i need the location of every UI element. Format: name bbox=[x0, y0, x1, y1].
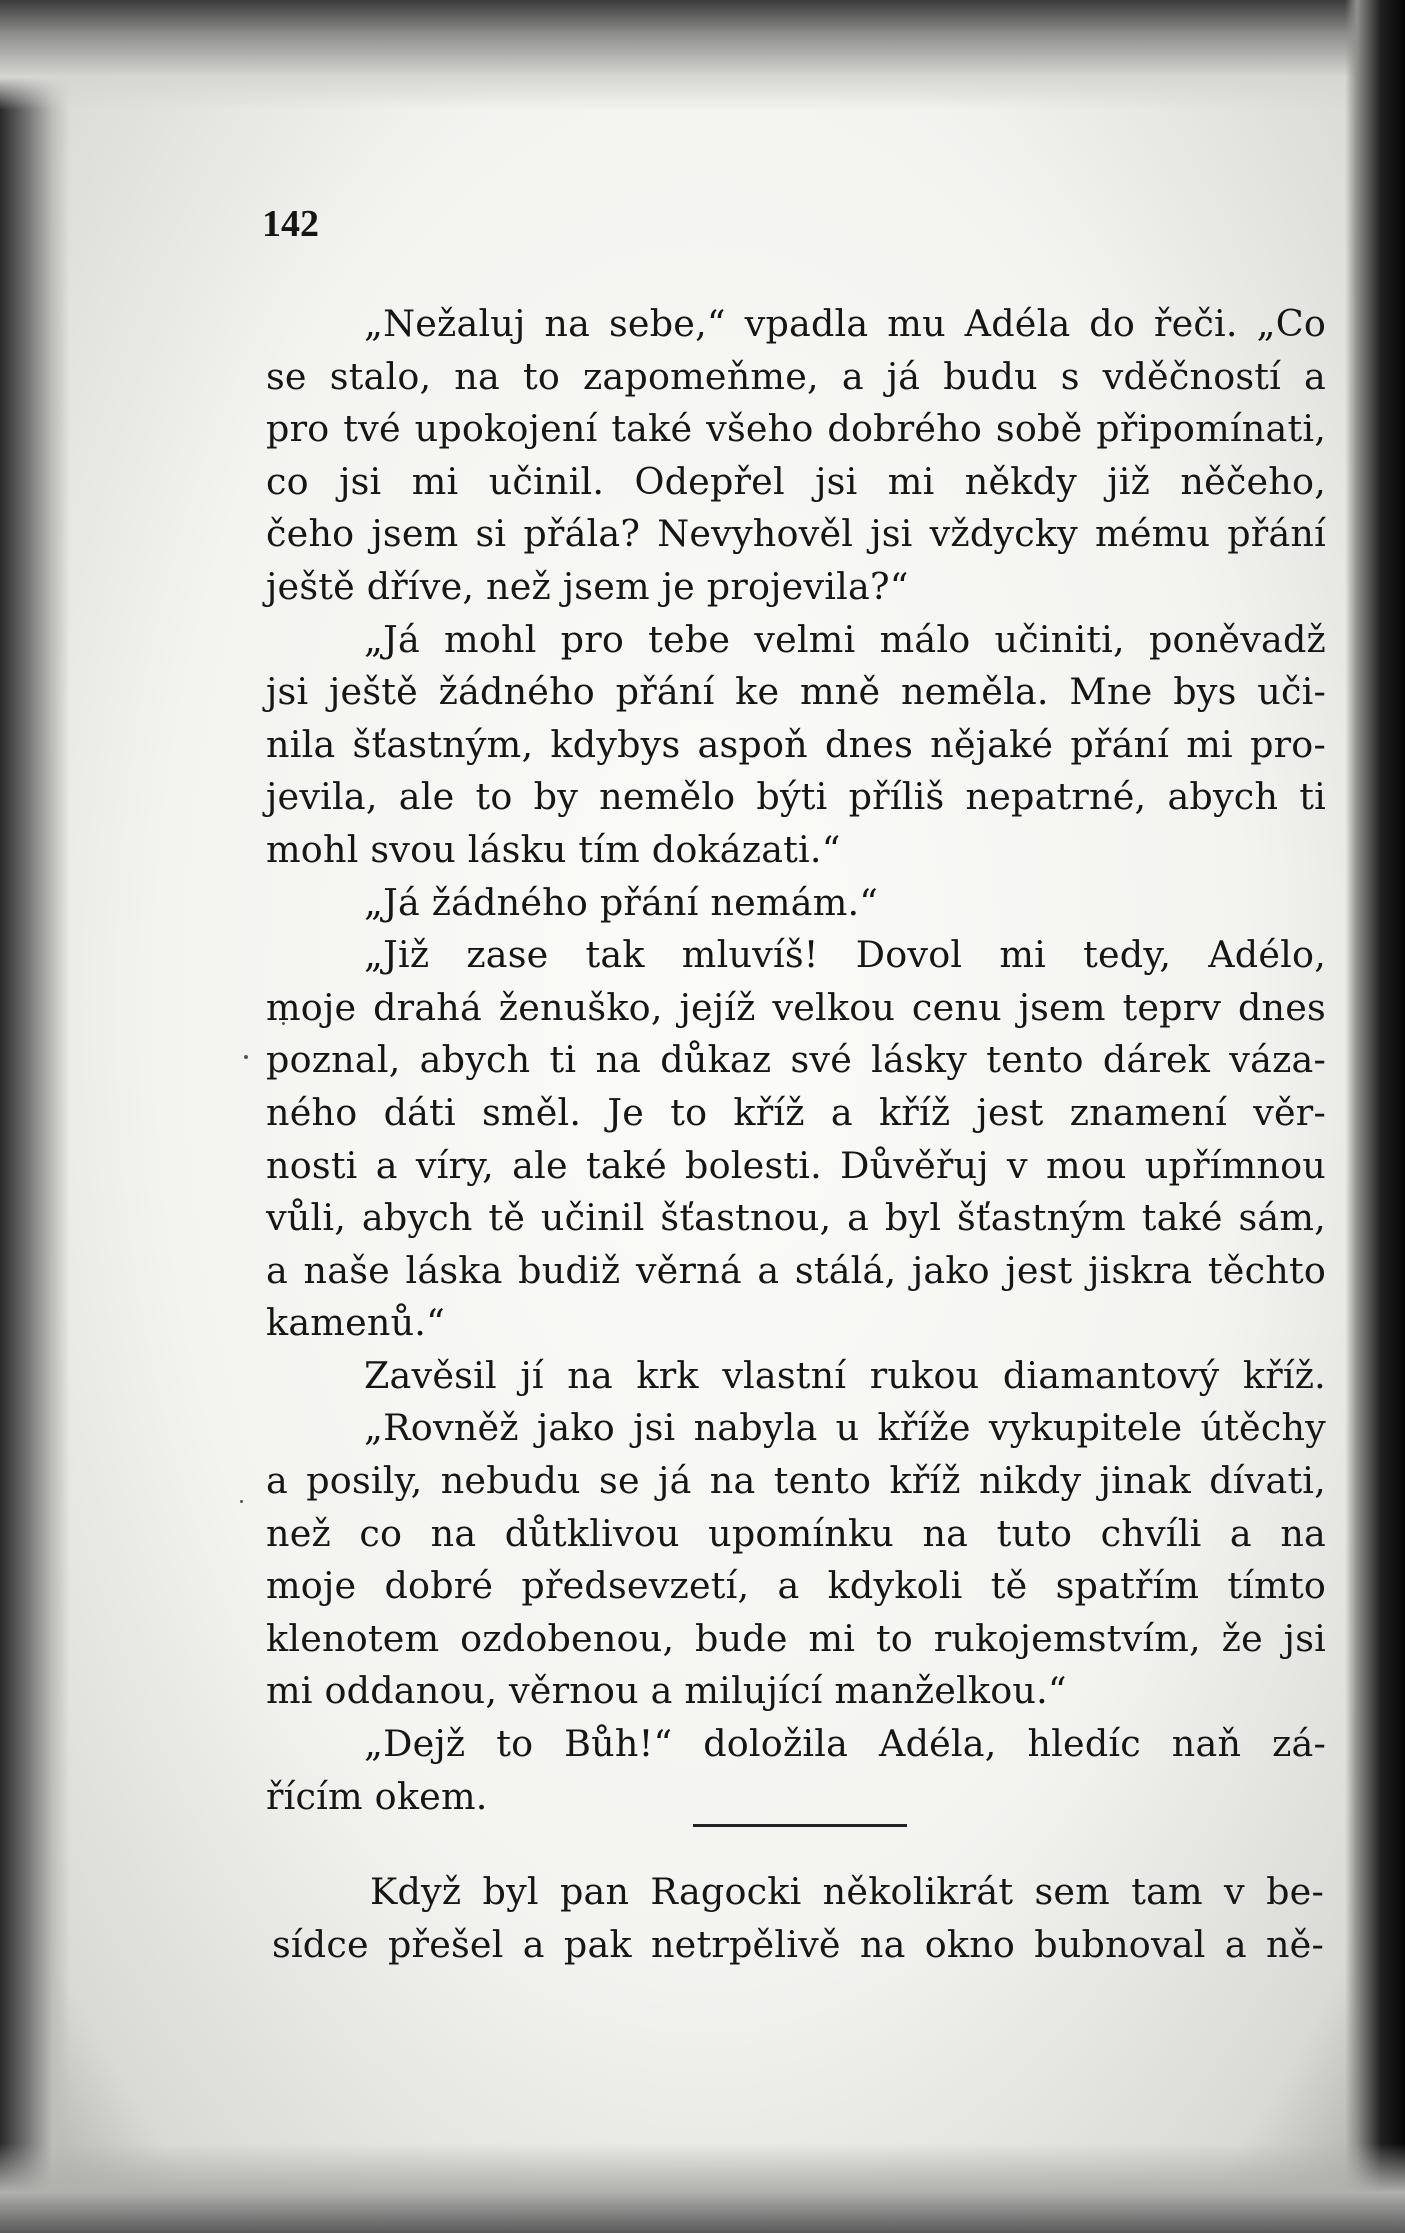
text-line: se stalo, na to zapomeňme, a já budu s vděčností a bbox=[266, 354, 1326, 398]
text-line: „Dejž to Bůh!“ doložila Adéla, hledíc naň zá- bbox=[364, 1722, 1326, 1766]
paragraph bbox=[266, 877, 1326, 930]
text-line: řícím okem. bbox=[266, 1774, 488, 1818]
scan-shadow-bottom bbox=[0, 2143, 1405, 2233]
text-line: vůli, abych tě učinil šťastnou, a byl šťastným také sám, bbox=[266, 1196, 1326, 1240]
text-line: než co na důtklivou upomínku na tuto chvíli a na bbox=[266, 1511, 1326, 1555]
paragraph bbox=[266, 298, 1326, 614]
text-line: Když byl pan Ragocki několikrát sem tam v be- bbox=[370, 1870, 1324, 1913]
scan-shadow-right bbox=[1345, 0, 1405, 2233]
text-line: Zavěsil jí na krk vlastní rukou diamantový kříž. bbox=[364, 1353, 1326, 1397]
paragraph bbox=[266, 614, 1326, 877]
section-separator bbox=[693, 1824, 907, 1827]
text-line: pro tvé upokojení také všeho dobrého sobě připomínati, bbox=[266, 407, 1326, 451]
text-line: nila šťastným, kdybys aspoň dnes nějaké přání mi pro- bbox=[266, 722, 1326, 766]
text-line: jevila, ale to by nemělo býti příliš nepatrné, abych ti bbox=[266, 775, 1326, 819]
text-line: moje dobré předsevzetí, a kdykoli tě spatřím tímto bbox=[266, 1564, 1326, 1608]
text-line: jsi ještě žádného přání ke mně neměla. Mne bys uči- bbox=[266, 670, 1326, 714]
body-text bbox=[266, 298, 1326, 1823]
paragraph bbox=[266, 1350, 1326, 1403]
text-line: mi oddanou, věrnou a milující manželkou.“ bbox=[266, 1669, 1067, 1713]
scan-shadow-left bbox=[0, 0, 70, 2233]
body-text-continued bbox=[272, 1866, 1324, 1971]
text-line: poznal, abych ti na důkaz své lásky tento dárek váza- bbox=[266, 1038, 1326, 1082]
text-line: čeho jsem si přála? Nevyhověl jsi vždycky mému přání bbox=[266, 512, 1326, 556]
paragraph bbox=[266, 1402, 1326, 1718]
text-line: „Já mohl pro tebe velmi málo učiniti, poněvadž bbox=[364, 617, 1326, 661]
scan-speck bbox=[244, 1055, 248, 1059]
text-line: „Již zase tak mluvíš! Dovol mi tedy, Adélo, bbox=[364, 933, 1326, 977]
text-line: nosti a víry, ale také bolesti. Důvěřuj v mou upřímnou bbox=[266, 1143, 1326, 1187]
text-line: klenotem ozdobenou, bude mi to rukojemstvím, že jsi bbox=[266, 1616, 1326, 1660]
text-line: moje drahá ženuško, jejíž velkou cenu jsem teprv dnes bbox=[266, 985, 1326, 1029]
text-line: sídce přešel a pak netrpělivě na okno bubnoval a ně- bbox=[272, 1922, 1324, 1966]
text-line: ještě dříve, než jsem je projevila?“ bbox=[266, 564, 909, 608]
text-line: kamenů.“ bbox=[266, 1301, 445, 1345]
text-line: mohl svou lásku tím dokázati.“ bbox=[266, 827, 841, 871]
text-line: co jsi mi učinil. Odepřel jsi mi někdy již něčeho, bbox=[266, 459, 1326, 503]
text-line: „Já žádného přání nemám.“ bbox=[364, 880, 879, 924]
text-line: „Rovněž jako jsi nabyla u kříže vykupitele útěchy bbox=[364, 1406, 1326, 1450]
page-number: 142 bbox=[262, 203, 319, 245]
scan-shadow-top bbox=[0, 0, 1405, 110]
text-line: a naše láska budiž věrná a stálá, jako jest jiskra těchto bbox=[266, 1248, 1326, 1292]
text-line: „Nežaluj na sebe,“ vpadla mu Adéla do řeči. „Co bbox=[364, 302, 1326, 345]
paragraph bbox=[266, 929, 1326, 1350]
scan-speck bbox=[240, 1500, 243, 1503]
text-line: ného dáti směl. Je to kříž a kříž jest znamení věr- bbox=[266, 1090, 1326, 1134]
paragraph bbox=[266, 1718, 1326, 1823]
text-line: a posily, nebudu se já na tento kříž nikdy jinak dívati, bbox=[266, 1459, 1326, 1503]
